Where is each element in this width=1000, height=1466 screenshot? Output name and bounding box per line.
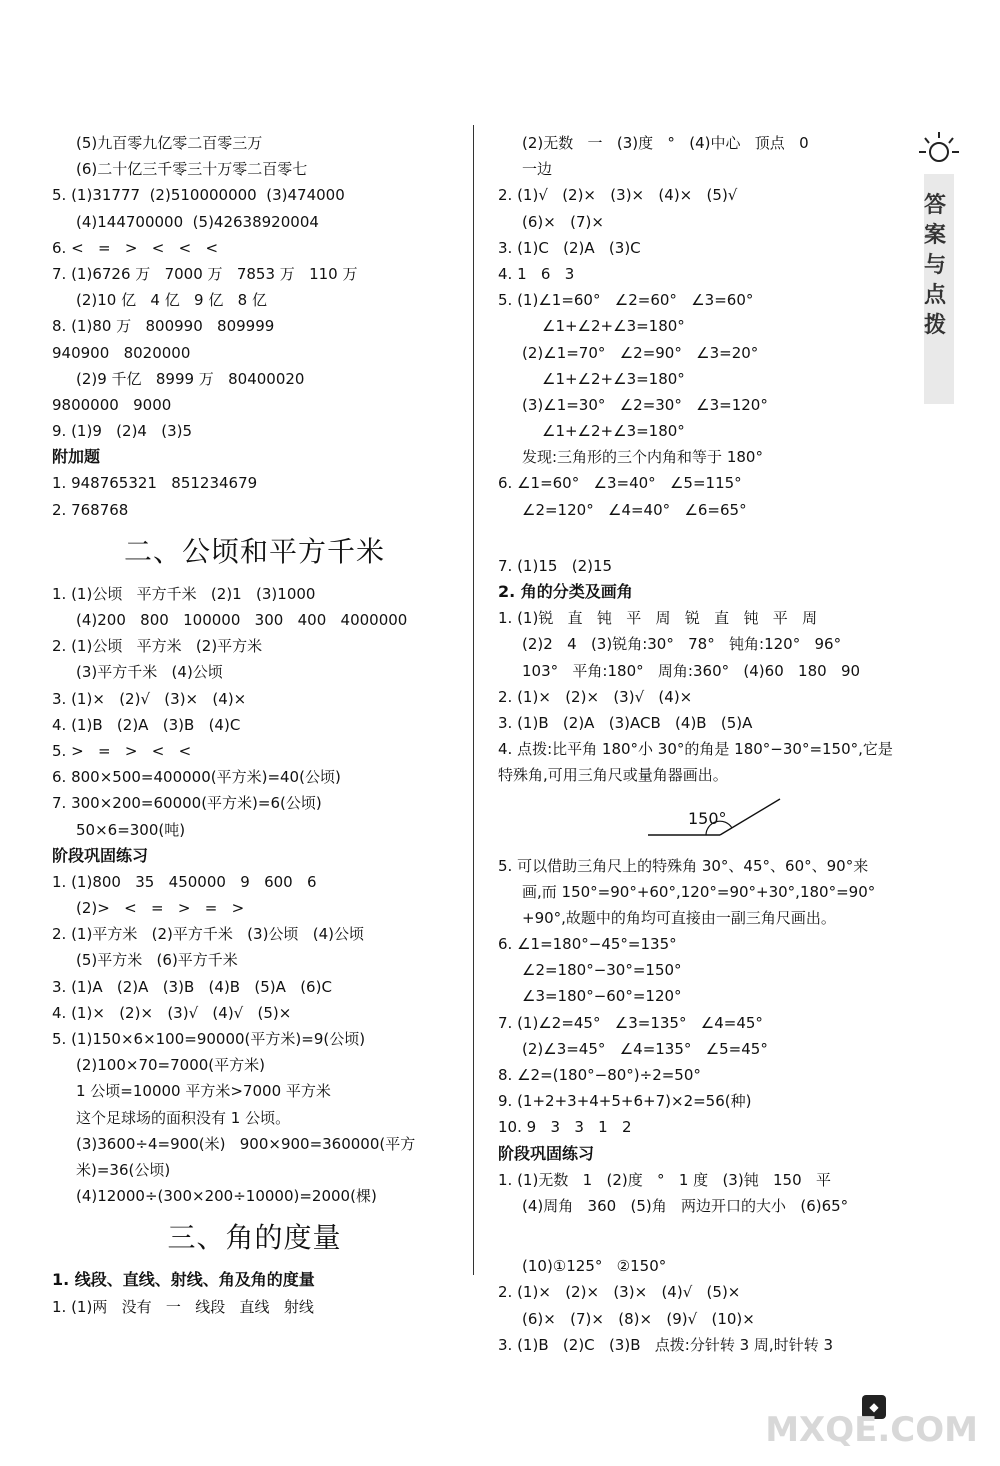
text-line: 2. (1)√ (2)× (3)× (4)× (5)√ [498, 186, 738, 205]
page-marker-icon: ◆ [862, 1395, 886, 1419]
text-line: 米)=36(公顷) [76, 1160, 171, 1179]
text-line: 6. 800×500=400000(平方米)=40(公顷) [52, 768, 341, 787]
text-line: 发现:三角形的三个内角和等于 180° [522, 448, 763, 467]
text-line: 1. (1)800 35 450000 9 600 6 [52, 872, 317, 891]
text-line: 3. (1)C (2)A (3)C [498, 238, 641, 257]
text-line: 6. ∠1=60° ∠3=40° ∠5=115° [498, 474, 742, 493]
text-line: 5. > = > < < [52, 741, 192, 760]
angle-label: 150° [688, 808, 727, 828]
text-line: (5)九百零九亿零二百零三万 [76, 134, 263, 152]
text-line: 10. 9 3 3 1 2 [498, 1118, 632, 1137]
text-line: 2. (1)× (2)× (3)× (4)√ (5)× [498, 1283, 741, 1302]
text-line: 2. (1)× (2)× (3)√ (4)× [498, 687, 693, 706]
text-line: ∠2=120° ∠4=40° ∠6=65° [522, 500, 747, 519]
text-line: (6)二十亿三千零三十万零二百零七 [76, 160, 308, 179]
text-line: 1. 948765321 851234679 [52, 474, 258, 493]
text-line: (4)200 800 100000 300 400 4000000 [76, 611, 408, 629]
text-line: 3. (1)B (2)A (3)ACB (4)B (5)A [498, 713, 753, 732]
text-line: 6. < = > < < < [52, 238, 219, 257]
section-title: 三、角的度量 [167, 1221, 342, 1255]
text-line: 3. (1)B (2)C (3)B 点拨:分针转 3 周,时针转 3 [498, 1335, 834, 1354]
text-line: ∠1+∠2+∠3=180° [542, 317, 685, 336]
text-line: (4)12000÷(300×200÷10000)=2000(棵) [76, 1187, 377, 1206]
text-line: 9. (1+2+3+4+5+6+7)×2=56(种) [498, 1092, 752, 1111]
text-line: 这个足球场的面积没有 1 公顷。 [76, 1108, 291, 1127]
subsection-heading: 阶段巩固练习 [498, 1143, 595, 1163]
text-line: ∠2=180°−30°=150° [522, 961, 682, 980]
text-line: 4. 点拨:比平角 180°小 30°的角是 180°−30°=150°,它是 [498, 740, 893, 759]
text-line: 4. 1 6 3 [498, 264, 575, 283]
text-line: (4)144700000 (5)42638920004 [76, 212, 319, 231]
text-line: 9800000 9000 [52, 395, 172, 414]
text-line: (2)∠3=45° ∠4=135° ∠5=45° [522, 1039, 768, 1058]
text-line: 5. (1)31777 (2)510000000 (3)474000 [52, 186, 345, 205]
text-line: (2)100×70=7000(平方米) [76, 1056, 265, 1075]
text-line: 7. (1)15 (2)15 [498, 556, 613, 575]
text-line: ∠3=180°−60°=120° [522, 987, 682, 1006]
subsection-heading: 2. 角的分类及画角 [498, 582, 633, 601]
text-line: 1. (1)两 没有 一 线段 直线 射线 [52, 1297, 314, 1316]
text-line: (2)10 亿 4 亿 9 亿 8 亿 [76, 291, 267, 310]
left-column [52, 130, 457, 1320]
text-line: (4)周角 360 (5)角 两边开口的大小 (6)65° [522, 1196, 849, 1215]
text-line: 2. (1)公顷 平方米 (2)平方米 [52, 637, 263, 656]
text-line: (2)无数 一 (3)度 ° (4)中心 顶点 0 [522, 134, 809, 152]
text-line: 2. (1)平方米 (2)平方千米 (3)公顷 (4)公顷 [52, 925, 364, 944]
text-line: (6)× (7)× [522, 212, 604, 231]
text-line: 5. (1)∠1=60° ∠2=60° ∠3=60° [498, 291, 754, 310]
text-line: (3)∠1=30° ∠2=30° ∠3=120° [522, 395, 768, 414]
watermark: MXQE.COM [765, 1410, 978, 1450]
text-line: +90°,故题中的角均可直接由一副三角尺画出。 [522, 908, 836, 927]
text-line: 一边 [522, 160, 553, 179]
angle-figure [498, 789, 908, 853]
text-line: 7. (1)6726 万 7000 万 7853 万 110 万 [52, 264, 358, 283]
text-line: 8. ∠2=(180°−80°)÷2=50° [498, 1066, 701, 1084]
text-line: 7. 300×200=60000(平方米)=6(公顷) [52, 794, 322, 813]
text-line: 5. (1)150×6×100=90000(平方米)=9(公顷) [52, 1030, 366, 1048]
text-line: 3. (1)A (2)A (3)B (4)B (5)A (6)C [52, 977, 332, 996]
text-line: 特殊角,可用三角尺或量角器画出。 [498, 766, 728, 785]
text-line: 1. (1)公顷 平方千米 (2)1 (3)1000 [52, 584, 316, 603]
text-line: (2)> < = > = > [76, 899, 245, 918]
text-line: 3. (1)× (2)√ (3)× (4)× [52, 689, 247, 708]
text-line: (6)× (7)× (8)× (9)√ (10)× [522, 1309, 755, 1328]
side-title: 答案与点拨 [924, 192, 947, 338]
text-line: 4. (1)× (2)× (3)√ (4)√ (5)× [52, 1003, 292, 1022]
subsection-heading: 附加题 [52, 447, 101, 467]
text-line: 5. 可以借助三角尺上的特殊角 30°、45°、60°、90°来 [498, 856, 869, 875]
subsection-heading: 阶段巩固练习 [52, 845, 149, 865]
right-column [498, 130, 908, 1358]
column-divider [473, 125, 474, 1275]
text-line: 103° 平角:180° 周角:360° (4)60 180 90 [522, 661, 861, 680]
text-line: (10)①125° ②150° [522, 1257, 667, 1276]
text-line: (3)3600÷4=900(米) 900×900=360000(平方 [76, 1134, 416, 1153]
text-line: ∠1+∠2+∠3=180° [542, 369, 685, 388]
text-line: 50×6=300(吨) [76, 820, 186, 839]
fraction-line [498, 1219, 908, 1253]
text-line: (2)9 千亿 8999 万 80400020 [76, 369, 305, 388]
text-line: (5)平方米 (6)平方千米 [76, 951, 238, 970]
text-line: 6. ∠1=180°−45°=135° [498, 935, 677, 954]
angle-comparison-line [498, 523, 908, 553]
section-title: 二、公顷和平方千米 [123, 534, 385, 568]
text-line: 1 公顷=10000 平方米>7000 平方米 [76, 1082, 331, 1101]
text-line: 1. (1)无数 1 (2)度 ° 1 度 (3)钝 150 平 [498, 1170, 831, 1189]
text-line: 940900 8020000 [52, 343, 191, 362]
subsection-heading: 1. 线段、直线、射线、角及角的度量 [52, 1270, 315, 1290]
text-line: (2)∠1=70° ∠2=90° ∠3=20° [522, 343, 759, 362]
text-line: 1. (1)锐 直 钝 平 周 锐 直 钝 平 周 [498, 609, 818, 628]
text-line: ∠1+∠2+∠3=180° [542, 422, 685, 441]
text-line: 画,而 150°=90°+60°,120°=90°+30°,180°=90° [522, 882, 876, 901]
text-line: 7. (1)∠2=45° ∠3=135° ∠4=45° [498, 1013, 763, 1032]
text-line: (2)2 4 (3)锐角:30° 78° 钝角:120° 96° [522, 635, 842, 654]
text-line: 9. (1)9 (2)4 (3)5 [52, 422, 193, 441]
text-line: (3)平方千米 (4)公顷 [76, 663, 223, 682]
text-line: 4. (1)B (2)A (3)B (4)C [52, 715, 241, 734]
text-line: 2. 768768 [52, 500, 129, 519]
text-line: 8. (1)80 万 800990 809999 [52, 317, 275, 336]
